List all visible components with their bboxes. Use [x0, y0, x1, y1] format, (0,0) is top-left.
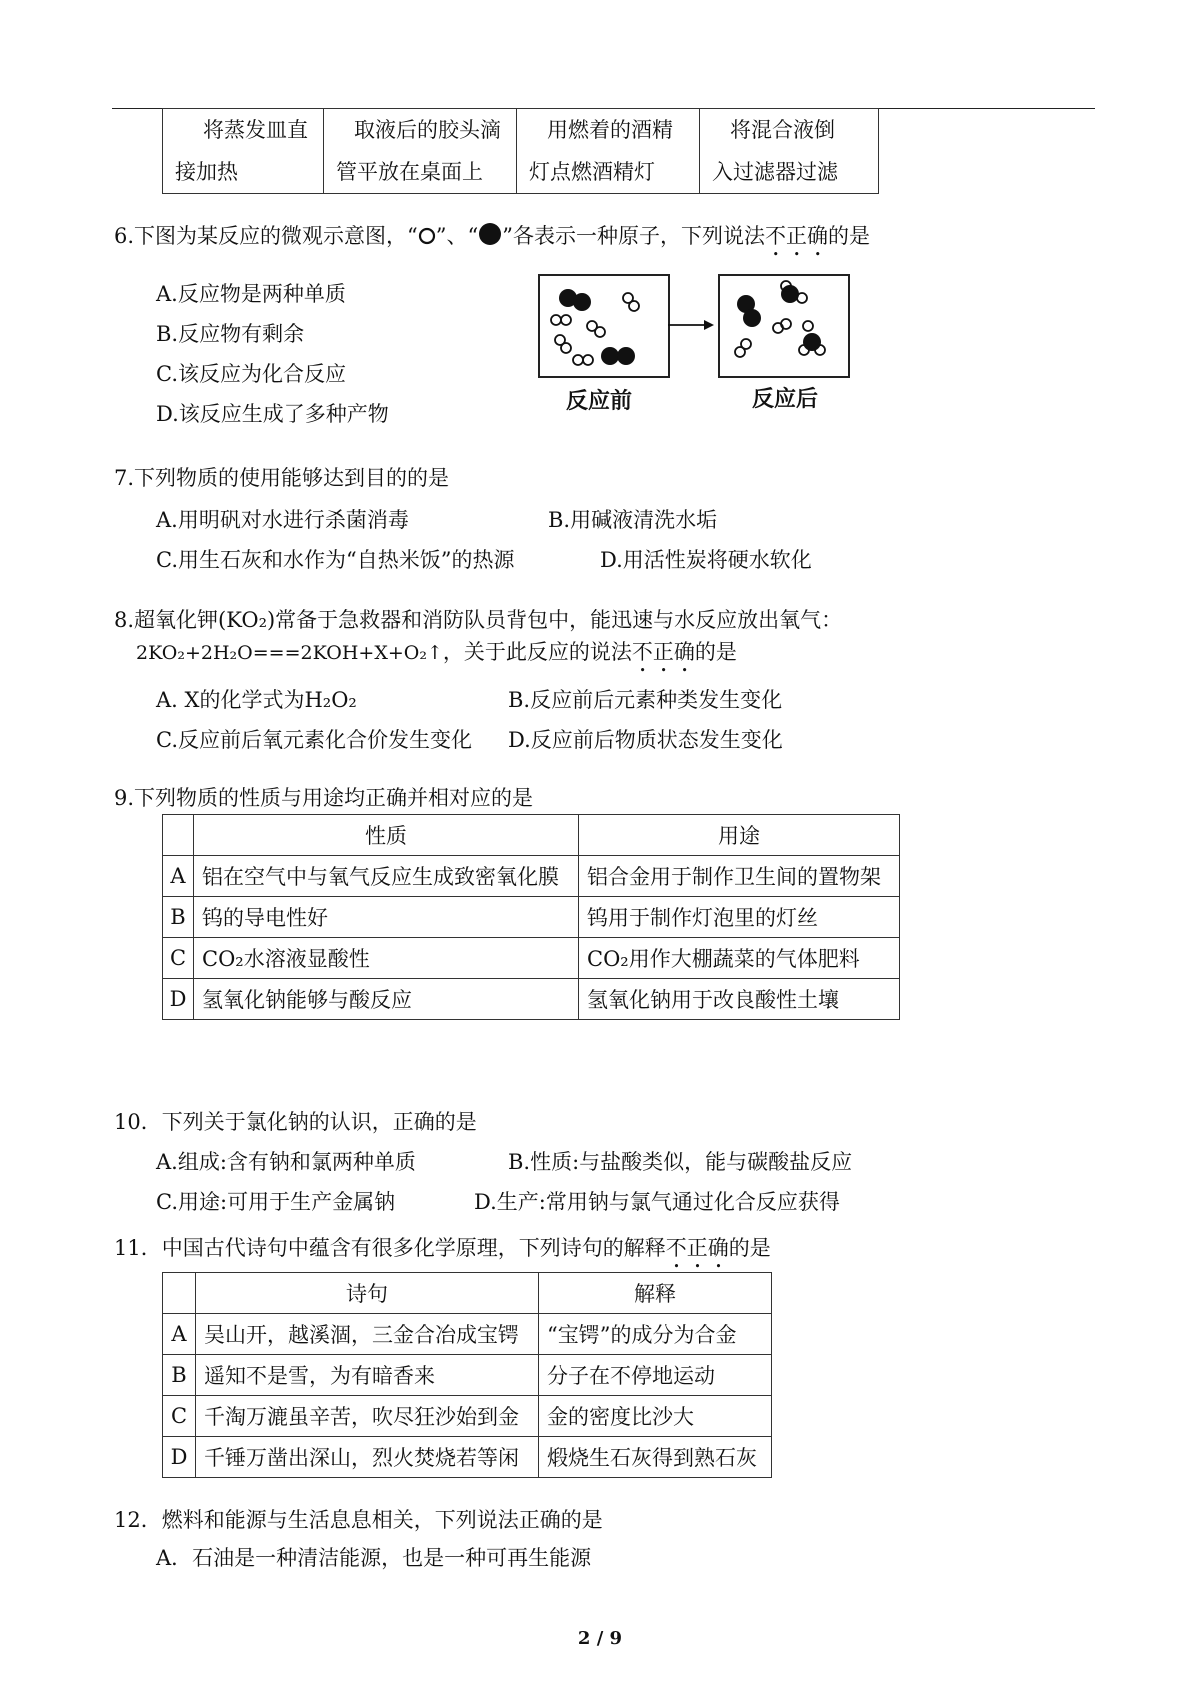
table-header-cell: 性质 [194, 815, 579, 856]
table-cell: 钨的导电性好 [194, 897, 579, 938]
table-cell: 千淘万漉虽辛苦，吹尽狂沙始到金 [196, 1396, 539, 1437]
before-label: 反应前 [566, 389, 633, 414]
table-header-row [163, 1273, 772, 1314]
table-cell: 遥知不是雪，为有暗香来 [196, 1355, 539, 1396]
q8-stem-part: 的是 [694, 640, 737, 664]
reaction-equation: 2KO₂+2H₂O===2KOH+X+O₂↑ [136, 642, 443, 664]
q10-option-c: C.用途:可用于生产金属钠 [156, 1190, 396, 1214]
q6-stem-part: 的是 [828, 224, 871, 248]
table-cell: “宝锷”的成分为合金 [539, 1314, 772, 1355]
table-row [163, 1437, 772, 1478]
q6-option-b: B.反应物有剩余 [156, 322, 305, 346]
table-row [163, 1355, 772, 1396]
table-cell: C [163, 1396, 196, 1437]
q8-option-a: A. X的化学式为H₂O₂ [156, 688, 357, 712]
q8-option-b: B.反应前后元素种类发生变化 [508, 688, 783, 712]
table-cell: 铝在空气中与氧气反应生成致密氧化膜 [194, 856, 579, 897]
table-row [163, 856, 900, 897]
table-cell: A [163, 1314, 196, 1355]
table-cell: A [163, 856, 194, 897]
table-cell: 煅烧生石灰得到熟石灰 [539, 1437, 772, 1478]
table-row [163, 1314, 772, 1355]
q9-table [162, 814, 900, 1020]
cell-line-2: 入过滤器过滤 [712, 160, 838, 184]
emphasis-text: 不正确 [665, 1236, 729, 1260]
table-row [163, 897, 900, 938]
q7-option-a: A.用明矾对水进行杀菌消毒 [156, 508, 409, 532]
q6-option-a: A.反应物是两种单质 [156, 282, 346, 306]
q6-stem [114, 220, 870, 261]
table-row [163, 109, 879, 194]
cell-line-1: 将混合液倒 [730, 118, 835, 142]
solid-circle-icon [478, 222, 502, 246]
hollow-circle-icon [418, 227, 436, 245]
table-header-cell: 诗句 [196, 1273, 539, 1314]
q10-stem: 10．下列关于氯化钠的认识，正确的是 [114, 1110, 477, 1134]
q8-stem-line2 [136, 636, 737, 677]
cell-line-2: 管平放在桌面上 [336, 160, 483, 184]
q6-option-c: C.该反应为化合反应 [156, 362, 346, 386]
q12-option-a: A．石油是一种清洁能源，也是一种可再生能源 [156, 1546, 592, 1570]
table-cell: C [163, 938, 194, 979]
page-number: 2 / 9 [577, 1628, 623, 1649]
table-cell: B [163, 1355, 196, 1396]
after-molecules-diagram [720, 276, 848, 376]
table-row [163, 1396, 772, 1437]
q10-option-d: D.生产:常用钠与氯气通过化合反应获得 [474, 1190, 840, 1214]
after-reaction-box [718, 274, 850, 378]
table-cell: D [163, 1437, 196, 1478]
q11-stem-part: 11．中国古代诗句中蕴含有很多化学原理，下列诗句的解释 [114, 1236, 666, 1260]
cell-line-1: 用燃着的酒精 [547, 118, 673, 142]
table-header-cell: 解释 [539, 1273, 772, 1314]
table-header-cell: 用途 [579, 815, 900, 856]
q10-option-a: A.组成:含有钠和氯两种单质 [156, 1150, 416, 1174]
q8-stem-part: ，关于此反应的说法 [442, 640, 632, 664]
table-cell: 铝合金用于制作卫生间的置物架 [579, 856, 900, 897]
table-cell: 钨用于制作灯泡里的灯丝 [579, 897, 900, 938]
cell-line-1: 取液后的胶头滴 [354, 118, 501, 142]
table-cell: CO₂水溶液显酸性 [194, 938, 579, 979]
table-cell [324, 109, 517, 194]
q11-stem [114, 1232, 771, 1273]
q11-stem-part: 的是 [728, 1236, 771, 1260]
q7-option-b: B.用碱液清洗水垢 [548, 508, 718, 532]
q11-table [162, 1272, 772, 1478]
cell-line-1: 将蒸发皿直 [203, 118, 308, 142]
arrow-right-icon [668, 318, 716, 332]
table-cell: CO₂用作大棚蔬菜的气体肥料 [579, 938, 900, 979]
q6-stem-part: ”各表示一种原子，下列说法 [502, 224, 766, 248]
table-cell: 吴山开，越溪涸，三金合冶成宝锷 [196, 1314, 539, 1355]
q9-stem: 9.下列物质的性质与用途均正确并相对应的是 [114, 786, 534, 810]
q7-stem: 7.下列物质的使用能够达到目的的是 [114, 466, 450, 490]
table-row [163, 938, 900, 979]
q10-option-b: B.性质:与盐酸类似，能与碳酸盐反应 [508, 1150, 853, 1174]
table-header-cell [163, 815, 194, 856]
table-cell: B [163, 897, 194, 938]
table-row [163, 979, 900, 1020]
before-reaction-box [538, 274, 670, 378]
q7-option-d: D.用活性炭将硬水软化 [600, 548, 812, 572]
q6-stem-part: ”、“ [435, 224, 479, 248]
table-cell: D [163, 979, 194, 1020]
table-cell: 金的密度比沙大 [539, 1396, 772, 1437]
table-cell [700, 109, 879, 194]
table-cell: 千锤万凿出深山，烈火焚烧若等闲 [196, 1437, 539, 1478]
table-cell: 氢氧化钠能够与酸反应 [194, 979, 579, 1020]
table-cell [517, 109, 700, 194]
table-cell [163, 109, 324, 194]
emphasis-text: 不正确 [765, 224, 829, 248]
before-molecules-diagram [540, 276, 668, 376]
q6-option-d: D.该反应生成了多种产物 [156, 402, 389, 426]
q8-stem: 8.超氧化钾(KO₂)常备于急救器和消防队员背包中，能迅速与水反应放出氧气： [114, 608, 843, 632]
q7-option-c: C.用生石灰和水作为“自热米饭”的热源 [156, 548, 515, 572]
emphasis-text: 不正确 [631, 640, 695, 664]
table-header-cell [163, 1273, 196, 1314]
q6-stem-part: 6.下图为某反应的微观示意图，“ [114, 224, 418, 248]
table-cell: 分子在不停地运动 [539, 1355, 772, 1396]
table-cell: 氢氧化钠用于改良酸性土壤 [579, 979, 900, 1020]
top-table [162, 108, 879, 194]
q8-option-d: D.反应前后物质状态发生变化 [508, 728, 783, 752]
q12-stem: 12．燃料和能源与生活息息相关，下列说法正确的是 [114, 1508, 603, 1532]
q8-option-c: C.反应前后氧元素化合价发生变化 [156, 728, 472, 752]
cell-line-2: 灯点燃酒精灯 [529, 160, 655, 184]
cell-line-2: 接加热 [175, 160, 238, 184]
after-label: 反应后 [752, 387, 819, 412]
table-header-row [163, 815, 900, 856]
